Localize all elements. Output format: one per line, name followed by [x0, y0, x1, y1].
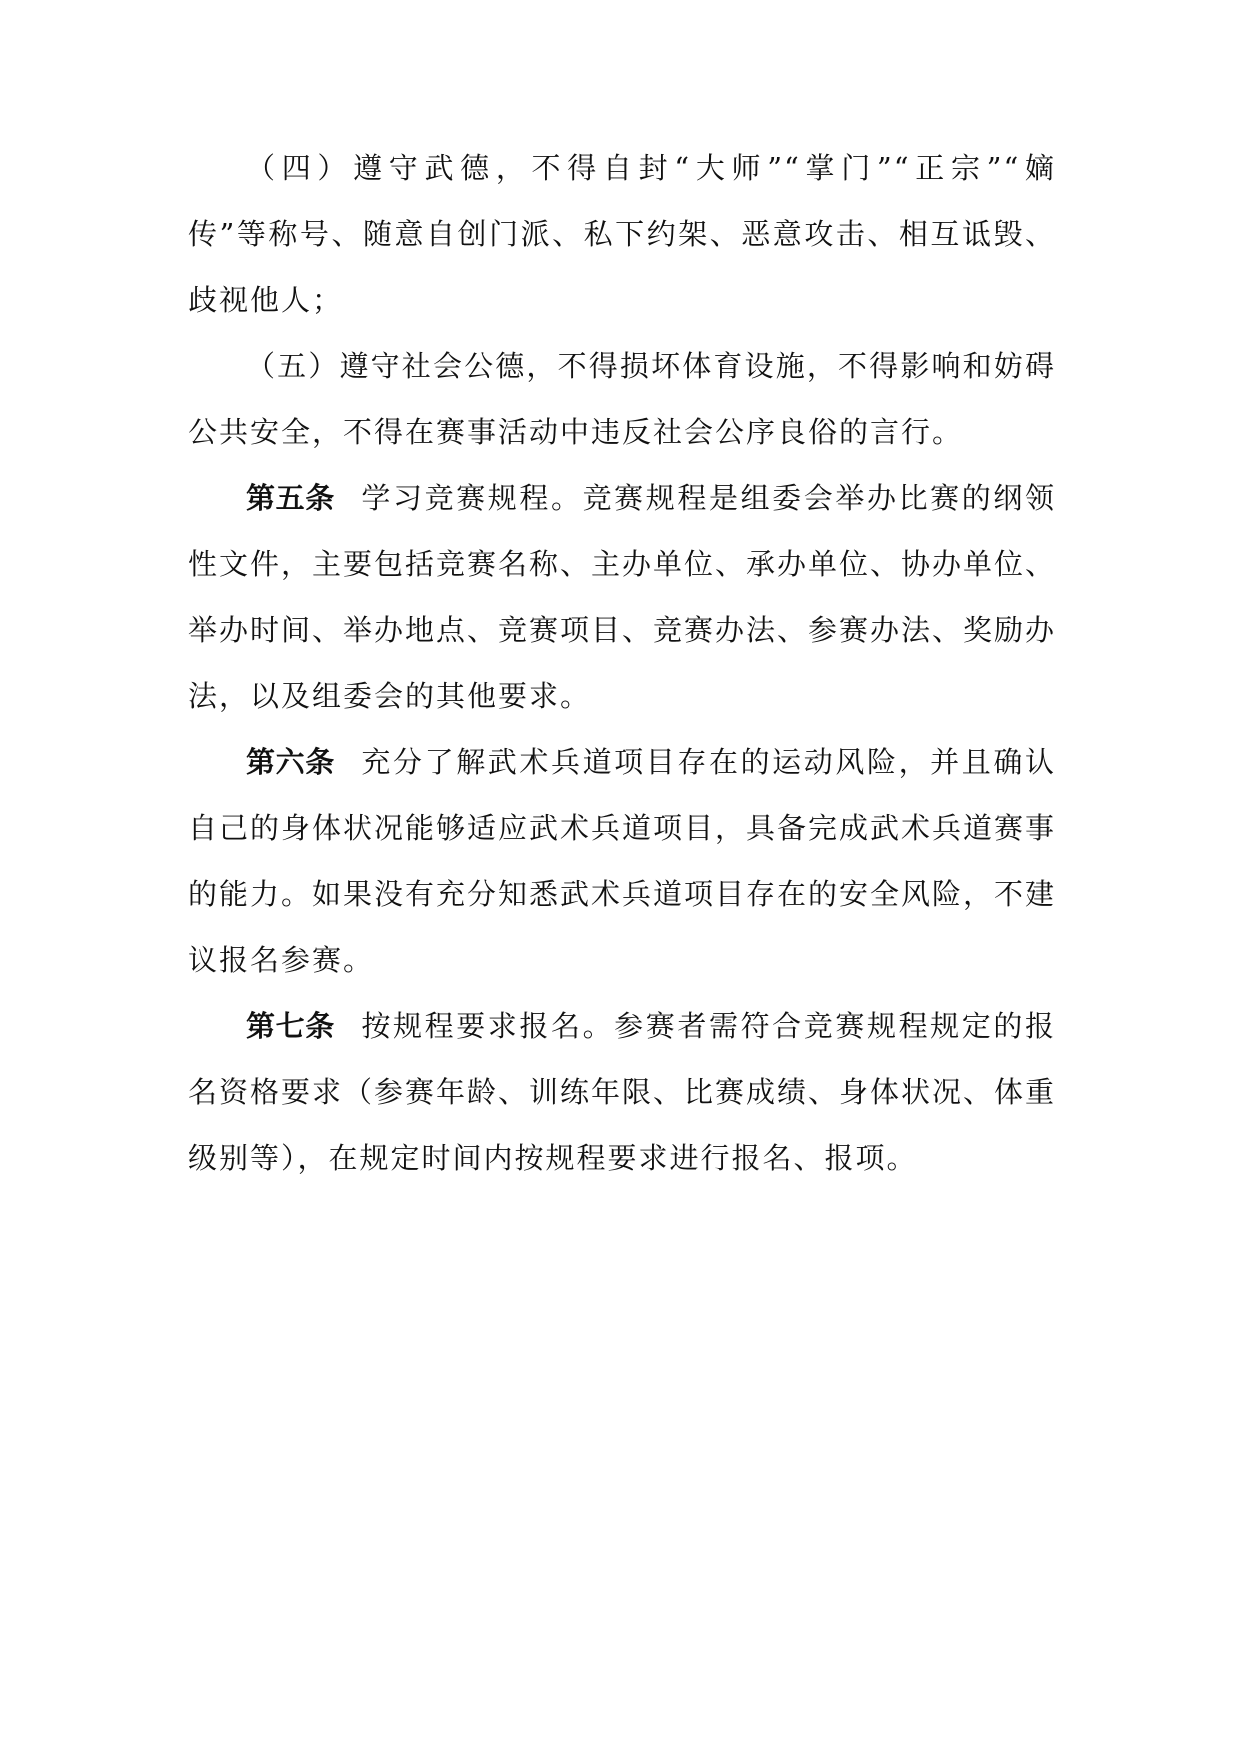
paragraph-line: （四）遵守武德，不得自封“大师”“掌门”“正宗”“嫡: [246, 151, 1056, 185]
paragraph-line: 性文件，主要包括竞赛名称、主办单位、承办单位、协办单位、: [188, 547, 1057, 581]
article-5-first-line: 第五条 学习竞赛规程。竞赛规程是组委会举办比赛的纲领: [246, 481, 1056, 515]
paragraph-line: 歧视他人；: [188, 283, 344, 317]
article-7-first-line: 第七条 按规程要求报名。参赛者需符合竞赛规程规定的报: [246, 1009, 1056, 1043]
article-heading: 第五条: [246, 481, 335, 515]
paragraph-line: 法，以及组委会的其他要求。: [188, 679, 592, 713]
article-heading: 第七条: [246, 1009, 335, 1043]
paragraph-line: 名资格要求（参赛年龄、训练年限、比赛成绩、身体状况、体重: [188, 1075, 1057, 1109]
article-6-first-line: 第六条 充分了解武术兵道项目存在的运动风险，并且确认: [246, 745, 1056, 779]
paragraph-line: 传”等称号、随意自创门派、私下约架、恶意攻击、相互诋毁、: [188, 217, 1056, 251]
paragraph-line: 举办时间、举办地点、竞赛项目、竞赛办法、参赛办法、奖励办: [188, 613, 1057, 647]
paragraph-line: （五）遵守社会公德，不得损坏体育设施，不得影响和妨碍: [246, 349, 1056, 383]
paragraph-line: 议报名参赛。: [188, 943, 375, 977]
paragraph-line: 级别等），在规定时间内按规程要求进行报名、报项。: [188, 1141, 918, 1175]
paragraph-line: 自己的身体状况能够适应武术兵道项目，具备完成武术兵道赛事: [188, 811, 1057, 845]
paragraph-line: 的能力。如果没有充分知悉武术兵道项目存在的安全风险，不建: [188, 877, 1057, 911]
paragraph-line: 公共安全，不得在赛事活动中违反社会公序良俗的言行。: [188, 415, 964, 449]
article-heading: 第六条: [246, 745, 335, 779]
